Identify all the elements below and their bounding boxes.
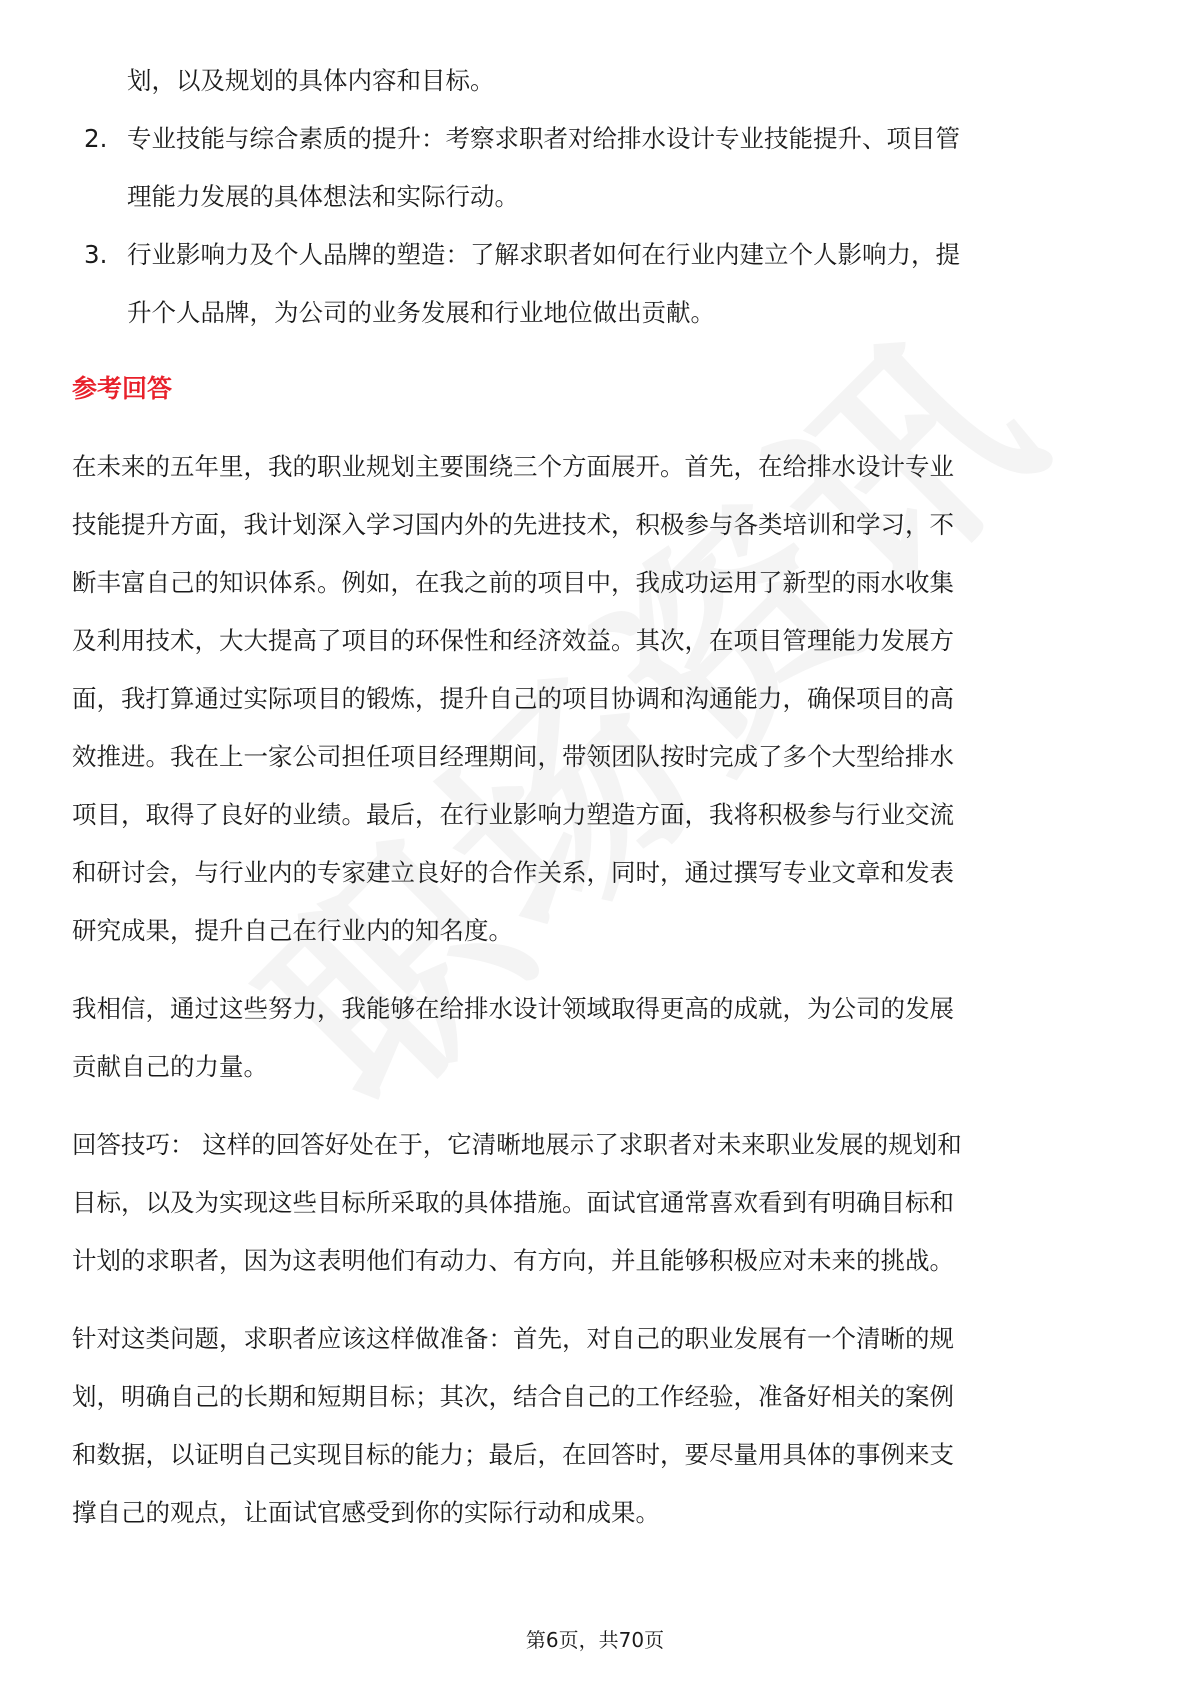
list-number: 2. [84, 124, 108, 153]
answer-paragraph-2 [72, 980, 1122, 1096]
paragraph-line: 技能提升方面，我计划深入学习国内外的先进技术，积极参与各类培训和学习，不 [72, 510, 954, 539]
intro-tail: 划，以及规划的具体内容和目标。 [127, 66, 495, 95]
paragraph-line: 我相信，通过这些努力，我能够在给排水设计领域取得更高的成就，为公司的发展 [72, 994, 954, 1023]
paragraph-line: 在未来的五年里，我的职业规划主要围绕三个方面展开。首先，在给排水设计专业 [72, 452, 954, 481]
list-number: 3. [84, 240, 108, 269]
page-content [72, 52, 1122, 1562]
paragraph-line: 研究成果，提升自己在行业内的知名度。 [72, 916, 513, 945]
page-number: 第6页，共70页 [525, 1628, 665, 1652]
paragraph-line: 划，明确自己的长期和短期目标；其次，结合自己的工作经验，准备好相关的案例 [72, 1382, 954, 1411]
preparation-paragraph [72, 1310, 1122, 1542]
paragraph-line: 和数据，以证明自己实现目标的能力；最后，在回答时，要尽量用具体的事例来支 [72, 1440, 954, 1469]
paragraph-line: 贡献自己的力量。 [72, 1052, 268, 1081]
paragraph-line: 针对这类问题，求职者应该这样做准备：首先，对自己的职业发展有一个清晰的规 [72, 1324, 954, 1353]
paragraph-line: 项目，取得了良好的业绩。最后，在行业影响力塑造方面，我将积极参与行业交流 [72, 800, 954, 829]
paragraph-line: 目标，以及为实现这些目标所采取的具体措施。面试官通常喜欢看到有明确目标和 [72, 1188, 954, 1217]
list-text-line: 专业技能与综合素质的提升：考察求职者对给排水设计专业技能提升、项目管 [127, 124, 960, 153]
list-text-line: 行业影响力及个人品牌的塑造：了解求职者如何在行业内建立个人影响力，提 [127, 240, 960, 269]
list-item-3 [72, 226, 1122, 342]
paragraph-line: 断丰富自己的知识体系。例如，在我之前的项目中，我成功运用了新型的雨水收集 [72, 568, 954, 597]
section-heading: 参考回答 [72, 374, 173, 403]
paragraph-line: 及利用技术，大大提高了项目的环保性和经济效益。其次，在项目管理能力发展方 [72, 626, 954, 655]
list-text-line: 升个人品牌，为公司的业务发展和行业地位做出贡献。 [127, 298, 715, 327]
paragraph-line: 撑自己的观点，让面试官感受到你的实际行动和成果。 [72, 1498, 660, 1527]
tips-paragraph [72, 1116, 1122, 1290]
paragraph-line: 效推进。我在上一家公司担任项目经理期间，带领团队按时完成了多个大型给排水 [72, 742, 954, 771]
paragraph-line: 计划的求职者，因为这表明他们有动力、有方向，并且能够积极应对未来的挑战。 [72, 1246, 954, 1275]
paragraph-line: 和研讨会，与行业内的专家建立良好的合作关系，同时，通过撰写专业文章和发表 [72, 858, 954, 887]
list-item-2 [72, 110, 1122, 226]
answer-paragraph-1 [72, 438, 1122, 960]
paragraph-line: 面，我打算通过实际项目的锻炼，提升自己的项目协调和沟通能力，确保项目的高 [72, 684, 954, 713]
paragraph-line: 回答技巧： 这样的回答好处在于，它清晰地展示了求职者对未来职业发展的规划和 [72, 1130, 962, 1159]
list-text-line: 理能力发展的具体想法和实际行动。 [127, 182, 519, 211]
